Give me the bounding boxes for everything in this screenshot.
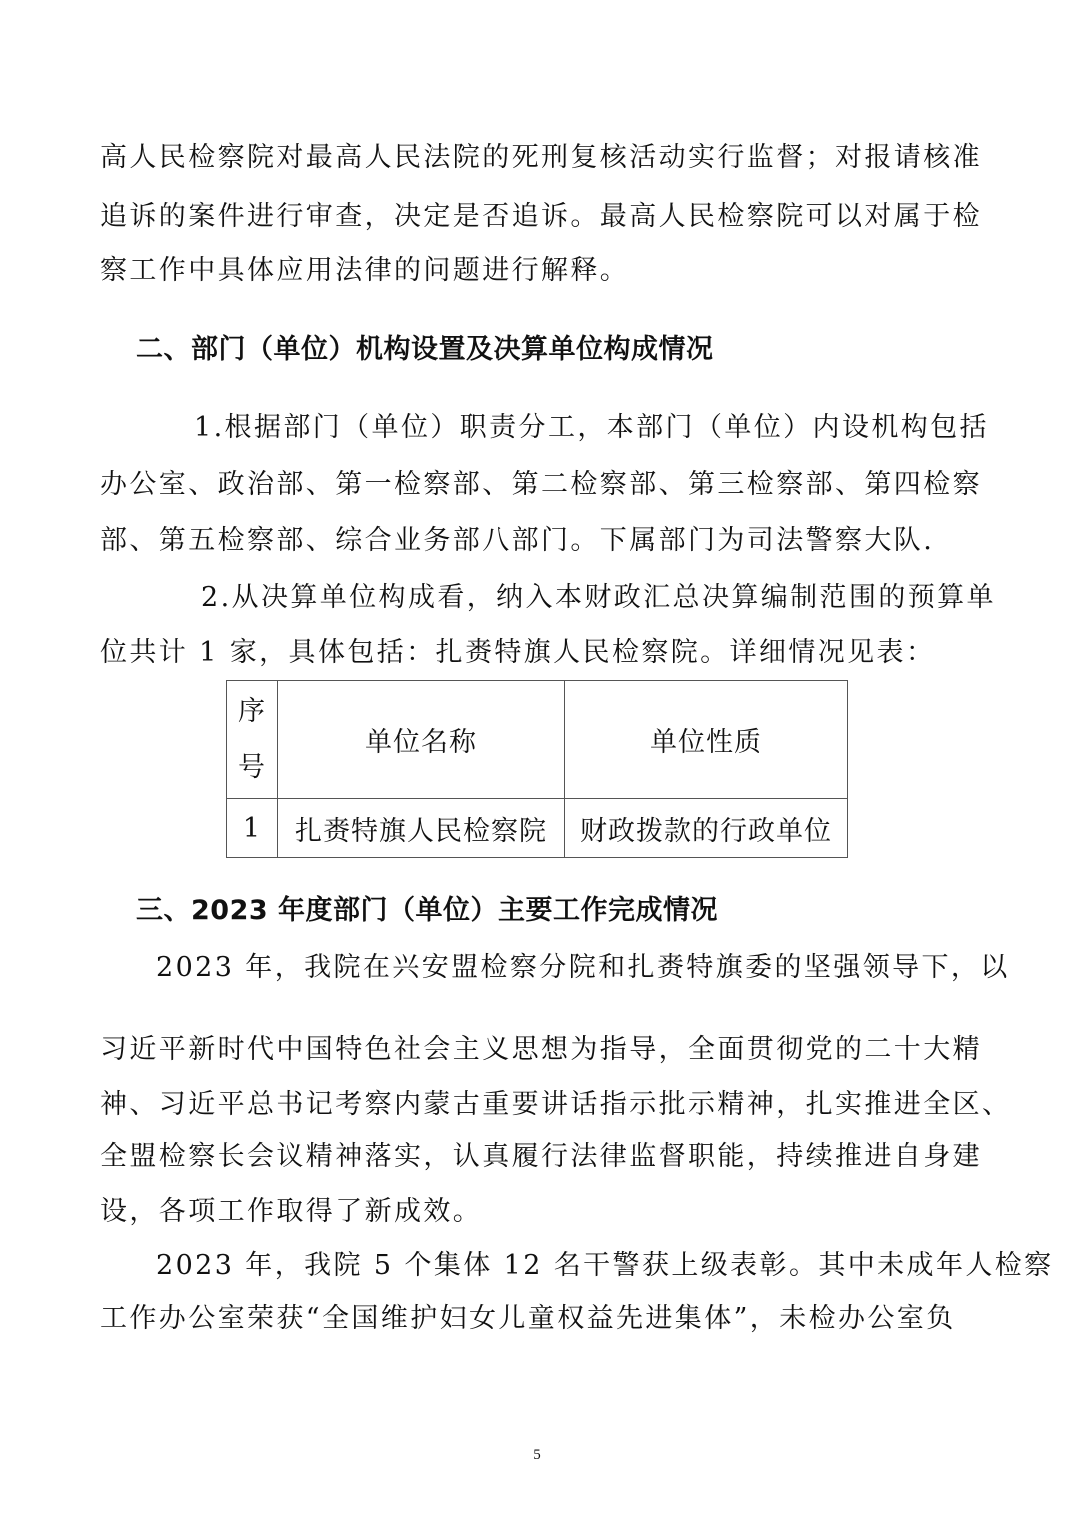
- unit-name-cell: 扎赉特旗人民检察院: [278, 799, 565, 858]
- paragraph-line: 追诉的案件进行审查，决定是否追诉。最高人民检察院可以对属于检: [100, 201, 982, 232]
- seq-header-line: 号: [238, 751, 266, 783]
- paragraph-line: 全盟检察长会议精神落实，认真履行法律监督职能，持续推进自身建: [100, 1141, 982, 1172]
- unit-nature-cell: 财政拨款的行政单位: [565, 799, 848, 858]
- name-header-cell: 单位名称: [278, 681, 565, 799]
- paragraph-line: 位共计 1 家，具体包括：扎赉特旗人民检察院。详细情况见表：: [100, 637, 936, 668]
- paragraph-line: 神、习近平总书记考察内蒙古重要讲话指示批示精神，扎实推进全区、: [100, 1089, 1012, 1120]
- units-table: [226, 680, 848, 858]
- paragraph-line: 工作办公室荣获“全国维护妇女儿童权益先进集体”，未检办公室负: [100, 1303, 956, 1334]
- section-heading: 二、部门（单位）机构设置及决算单位构成情况: [136, 334, 714, 365]
- paragraph-line: 察工作中具体应用法律的问题进行解释。: [100, 255, 630, 286]
- paragraph-line: 办公室、政治部、第一检察部、第二检察部、第三检察部、第四检察: [100, 469, 982, 500]
- seq-header-cell: [227, 681, 278, 799]
- paragraph-line: 设，各项工作取得了新成效。: [100, 1196, 483, 1227]
- table-row: [227, 799, 848, 858]
- paragraph-line: 部、第五检察部、综合业务部八部门。下属部门为司法警察大队.: [100, 525, 935, 556]
- paragraph-line: 2.从决算单位构成看，纳入本财政汇总决算编制范围的预算单: [201, 582, 996, 613]
- section-heading: 三、2023 年度部门（单位）主要工作完成情况: [136, 895, 719, 926]
- seq-header-line: 序: [238, 695, 266, 727]
- paragraph-line: 2023 年，我院 5 个集体 12 名干警获上级表彰。其中未成年人检察: [156, 1250, 1054, 1281]
- paragraph-line: 1.根据部门（单位）职责分工，本部门（单位）内设机构包括: [194, 412, 989, 443]
- paragraph-line: 2023 年，我院在兴安盟检察分院和扎赉特旗委的坚强领导下，以: [156, 952, 1010, 983]
- paragraph-line: 习近平新时代中国特色社会主义思想为指导，全面贯彻党的二十大精: [100, 1034, 982, 1065]
- paragraph-line: 高人民检察院对最高人民法院的死刑复核活动实行监督；对报请核准: [100, 142, 982, 173]
- seq-cell: 1: [227, 799, 278, 858]
- table-header-row: [227, 681, 848, 799]
- nature-header-cell: 单位性质: [565, 681, 848, 799]
- page-number: 5: [533, 1447, 541, 1463]
